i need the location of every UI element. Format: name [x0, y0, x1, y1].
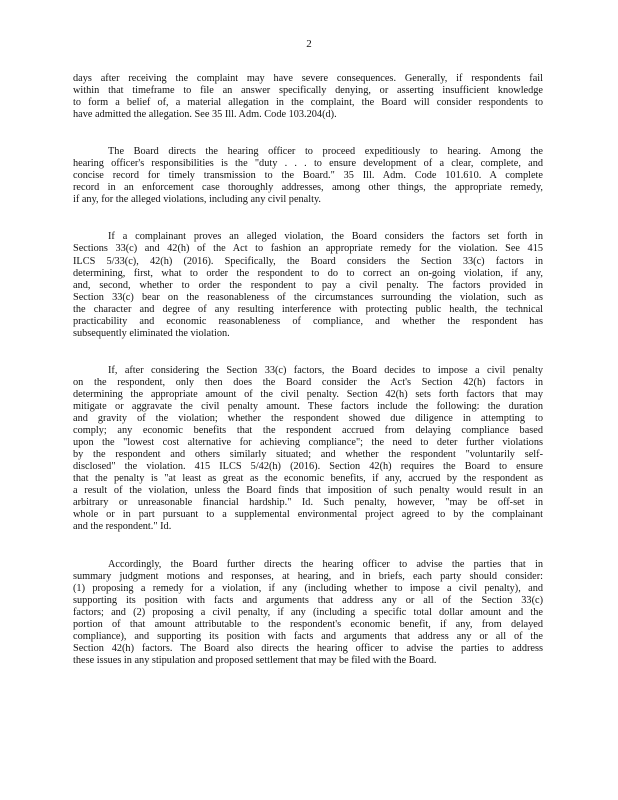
text-line: Section 33(c) bear on the reasonableness of the circumstances surrounding the violation, such as [73, 291, 543, 303]
paragraph-section-33c [73, 231, 543, 339]
text-line: The Board directs the hearing officer to proceed expeditiously to hearing. Among the [108, 146, 543, 158]
paragraph-accordingly [73, 559, 543, 667]
text-line: determining, first, what to order the respondent to do to correct an on-going violation, if any, [73, 267, 543, 279]
text-line: and gravity of the violation; whether the respondent showed due diligence in attempting to [73, 413, 543, 425]
text-line: disclosed" the violation. 415 ILCS 5/42(h) (2016). Section 42(h) requires the Board to ensure [73, 461, 543, 473]
text-line: hearing officer's responsibilities is the "duty . . . to ensure development of a clear, complete, and [73, 158, 543, 170]
text-line: determining the appropriate amount of the civil penalty. Section 42(h) sets forth factors that may [73, 388, 543, 400]
text-line: mitigate or aggravate the civil penalty amount. These factors include the following: the duration [73, 400, 543, 412]
text-line: days after receiving the complaint may have severe consequences. Generally, if respondents fail [73, 73, 543, 84]
text-line: by the respondent and others similarly situated; and whether the respondent "voluntarily self- [73, 449, 543, 461]
paragraph-default-consequences [73, 73, 543, 121]
text-line: these issues in any stipulation and proposed settlement that may be filed with the Board. [73, 654, 437, 666]
text-line: If a complainant proves an alleged violation, the Board considers the factors set forth in [108, 231, 543, 243]
text-line: ILCS 5/33(c), 42(h) (2016). Specifically, the Board considers the Section 33(c) factors in [73, 255, 543, 267]
text-line: within that timeframe to file an answer specifically denying, or asserting insufficient knowledge [73, 85, 543, 97]
text-line: and, second, whether to order the respondent to pay a civil penalty. The factors provided in [73, 279, 543, 291]
text-line: whole or in part pursuant to a supplemental environmental project agreed to by the complainant [73, 509, 543, 521]
page-number: 2 [306, 38, 312, 50]
text-line: practicability and economic reasonableness of compliance, and whether the respondent has [73, 315, 543, 327]
document-body [73, 73, 543, 679]
paragraph-section-42h [73, 365, 543, 534]
text-line: arbitrary or unreasonable financial hardship." Id. Such penalty, however, "may be off-set in [73, 497, 543, 509]
text-line: upon the "lowest cost alternative for achieving compliance"; the need to deter further violations [73, 437, 543, 449]
text-line: the character and degree of any resulting interference with protecting public health, the technical [73, 303, 543, 315]
text-line: summary judgment motions and responses, at hearing, and in briefs, each party should consider: [73, 570, 543, 582]
text-line: a result of the violation, unless the Board finds that imposition of such penalty would result in an [73, 485, 543, 497]
text-line: portion of that amount attributable to the respondent's economic benefit, if any, from delayed [73, 618, 543, 630]
text-line: (1) proposing a remedy for a violation, if any (including whether to impose a civil penalty), and [73, 582, 543, 594]
text-line: concise record for timely transmission to the Board." 35 Ill. Adm. Code 101.610. A complete [73, 170, 543, 182]
text-line: have admitted the allegation. See 35 Ill. Adm. Code 103.204(d). [73, 109, 337, 121]
text-line: and the respondent." Id. [73, 521, 172, 533]
text-line: record in an enforcement case thoroughly addresses, among other things, the appropriate remedy, [73, 182, 543, 194]
text-line: that the penalty is "at least as great as the economic benefits, if any, accrued by the respondent as [73, 473, 543, 485]
text-line: Sections 33(c) and 42(h) of the Act to fashion an appropriate remedy for the violation. See 415 [73, 243, 543, 255]
text-line: comply; any economic benefits that the respondent accrued from delaying compliance based [73, 425, 543, 437]
paragraph-hearing-officer [73, 146, 543, 206]
text-line: on the respondent, only then does the Board consider the Act's Section 42(h) factors in [73, 376, 543, 388]
text-line: compliance), and supporting its position with facts and arguments that address any or all of the [73, 630, 543, 642]
text-line: Section 42(h) factors. The Board also directs the hearing officer to advise the parties to address [73, 642, 543, 654]
text-line: factors; and (2) proposing a civil penalty, if any (including a specific total dollar amount and the [73, 606, 543, 618]
text-line: Accordingly, the Board further directs the hearing officer to advise the parties that in [108, 558, 543, 570]
text-line: supporting its position with facts and arguments that address any or all of the Section 33(c) [73, 594, 543, 606]
text-line: if any, for the alleged violations, including any civil penalty. [73, 194, 322, 206]
text-line: subsequently eliminated the violation. [73, 327, 230, 339]
text-line: to form a belief of, a material allegation in the complaint, the Board will consider respondents to [73, 97, 543, 109]
text-line: If, after considering the Section 33(c) factors, the Board decides to impose a civil penalty [108, 364, 543, 376]
